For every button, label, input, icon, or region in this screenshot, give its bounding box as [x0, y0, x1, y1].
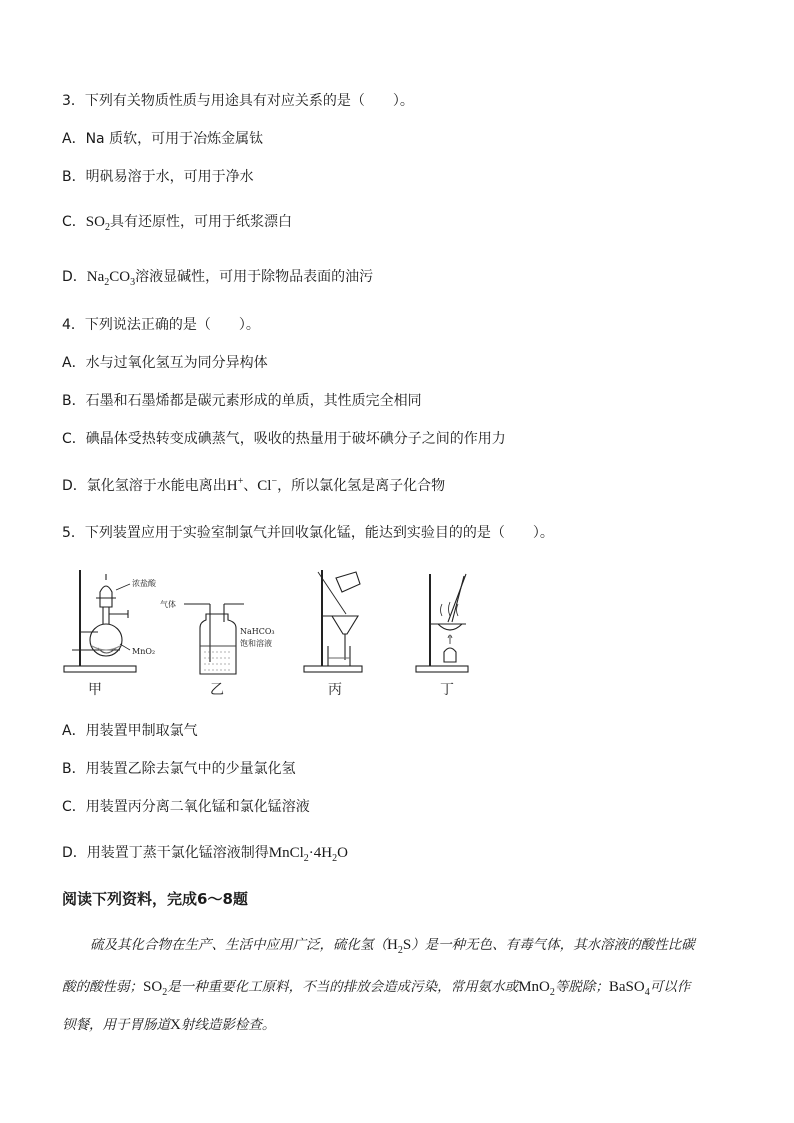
reading-heading: 阅读下列资料，完成6～8题 — [62, 890, 248, 908]
q4-option-b: B．石墨和石墨烯都是碳元素形成的单质，其性质完全相同 — [62, 393, 422, 409]
label-nahco3: NaHCO₃ — [240, 627, 275, 636]
formula-mno2: MnO$_2$ — [518, 979, 555, 998]
apparatus-figure — [60, 562, 480, 702]
option-text: D．氯化氢溶于水能电离出 — [62, 478, 227, 494]
option-letter: C． — [62, 214, 86, 230]
q3-option-a: A．Na 质软，可用于冶炼金属钛 — [62, 131, 264, 147]
q4-stem: 4．下列说法正确的是（ ）。 — [62, 317, 260, 333]
q3-stem: 3．下列有关物质性质与用途具有对应关系的是（ ）。 — [62, 93, 414, 109]
label-conc-hcl: 浓盐酸 — [132, 579, 156, 588]
q5-option-d — [62, 844, 348, 862]
formula-baso4: BaSO$_4$ — [608, 979, 650, 998]
apparatus-bing — [304, 570, 362, 698]
option-text: ，所以氯化氢是离子化合物 — [277, 478, 446, 494]
ion-h-plus: H+ — [226, 476, 244, 494]
caption-ding: 丁 — [440, 682, 454, 698]
option-text: D．用装置丁蒸干氯化锰溶液制得 — [62, 845, 269, 861]
q3-option-d — [62, 268, 373, 286]
formula-na2co3: $Na_2CO_3$ — [86, 269, 136, 288]
q4-option-c: C．碘晶体受热转变成碘蒸气，吸收的热量用于破坏碘分子之间的作用力 — [62, 431, 506, 447]
q5-option-b: B．用装置乙除去氯气中的少量氯化氢 — [62, 761, 296, 777]
caption-bing: 丙 — [328, 682, 342, 698]
formula-mncl2-hydrate: $MnCl_2\cdot 4H_2O$ — [268, 845, 348, 864]
option-letter: D． — [62, 269, 87, 285]
q3-option-c — [62, 213, 292, 231]
formula-h2s: $H_2S$ — [387, 937, 412, 956]
caption-jia: 甲 — [88, 682, 102, 698]
apparatus-jia — [64, 570, 157, 698]
q5-option-a: A．用装置甲制取氯气 — [62, 723, 198, 739]
option-text: 具有还原性，可用于纸浆漂白 — [109, 214, 292, 230]
x-ray-letter: X — [170, 1017, 181, 1033]
formula-so2: $SO_2$ — [85, 214, 110, 233]
ion-cl-minus: Cl− — [257, 476, 278, 494]
q4-option-d: D．氯化氢溶于水能电离出H+、Cl−，所以氯化氢是离子化合物 — [62, 476, 446, 494]
apparatus-ding — [416, 574, 468, 698]
label-saturated: 饱和溶液 — [240, 639, 272, 648]
q5-option-c: C．用装置丙分离二氧化锰和氯化锰溶液 — [62, 799, 310, 815]
apparatus-yi — [160, 599, 275, 698]
q4-option-a: A．水与过氧化氢互为同分异构体 — [62, 355, 268, 371]
label-gas: 气体 — [160, 600, 176, 609]
option-text: 溶液显碱性，可用于除物品表面的油污 — [135, 269, 374, 285]
q3-option-b: B．明矾易溶于水，可用于净水 — [62, 169, 254, 185]
label-mno2: MnO₂ — [132, 647, 156, 656]
passage-line-1: 硫及其化合物在生产、生活中应用广泛，硫化氢$(H_2S)$是一种无色、有毒气体，其水溶液的酸性比碳 — [90, 937, 695, 956]
passage-line-2: 酸的酸性弱；$SO_2$是一种重要化工原料，不当的排放会造成污染，常用氨水或MnO$_2$等脱除；BaSO$_4$可以作 — [62, 979, 691, 998]
passage-line-3: 钡餐，用于胃肠道X射线造影检查。 — [62, 1017, 276, 1033]
q5-stem: 5．下列装置应用于实验室制氯气并回收氯化锰，能达到实验目的的是（ ）。 — [62, 525, 554, 541]
formula-so2: $SO_2$ — [143, 979, 168, 998]
caption-yi: 乙 — [210, 682, 224, 698]
